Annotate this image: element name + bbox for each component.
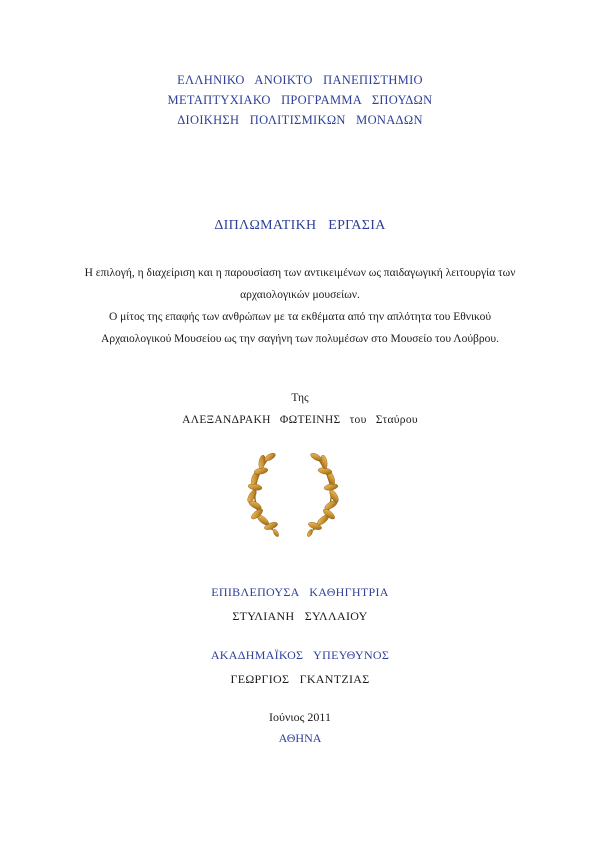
description-line: Αρχαιολογικού Μουσείου ως την σαγήνη των πολυμέσων στο Μουσείο του Λούβρου. [101,333,499,345]
program-name: ΜΕΤΑΠΤΥΧΙΑΚΟ ΠΡΟΓΡΑΜΜΑ ΣΠΟΥΔΩΝ [167,93,433,107]
academic-advisor-name: ΓΕΩΡΓΙΟΣ ΓΚΑΝΤΖΙΑΣ [230,672,370,686]
description-line: Ο μίτος της επαφής των ανθρώπων με τα εκθέματα από την απλότητα του Εθνικού [108,311,492,323]
author-prefix: Της [291,392,309,404]
description-line: αρχαιολογικών μουσείων. [240,289,360,301]
program-specialization: ΔΙΟΙΚΗΣΗ ΠΟΛΙΤΙΣΜΙΚΩΝ ΜΟΝΑΔΩΝ [177,113,423,127]
supervisor-label: ΕΠΙΒΛΕΠΟΥΣΑ ΚΑΘΗΓΗΤΡΙΑ [211,585,389,599]
author-name: ΑΛΕΞΑΝΔΡΑΚΗ ΦΩΤΕΙΝΗΣ του Σταύρου [182,414,418,426]
city-name: ΑΘΗΝΑ [278,731,322,745]
academic-advisor-block [0,643,600,691]
laurel-wreath-icon [243,448,343,538]
submission-date: Ιούνιος 2011 [269,710,331,724]
supervisor-name: ΣΤΥΛΙΑΝΗ ΣΥΛΛΑΙΟΥ [232,609,368,623]
university-header [0,70,600,130]
university-name: ΕΛΛΗΝΙΚΟ ΑΝΟΙΚΤΟ ΠΑΝΕΠΙΣΤΗΜΙΟ [177,73,423,87]
description-line: Η επιλογή, η διαχείριση και η παρουσίαση των αντικειμένων ως παιδαγωγική λειτουργία των [84,267,516,279]
academic-advisor-label: ΑΚΑΔΗΜΑΪΚΟΣ ΥΠΕΥΘΥΝΟΣ [210,648,390,662]
author-block [0,387,600,431]
thesis-description [0,262,600,350]
date-place-block [0,707,600,749]
supervisor-block [0,580,600,628]
document-type-title: ΔΙΠΛΩΜΑΤΙΚΗ ΕΡΓΑΣΙΑ [214,218,386,233]
